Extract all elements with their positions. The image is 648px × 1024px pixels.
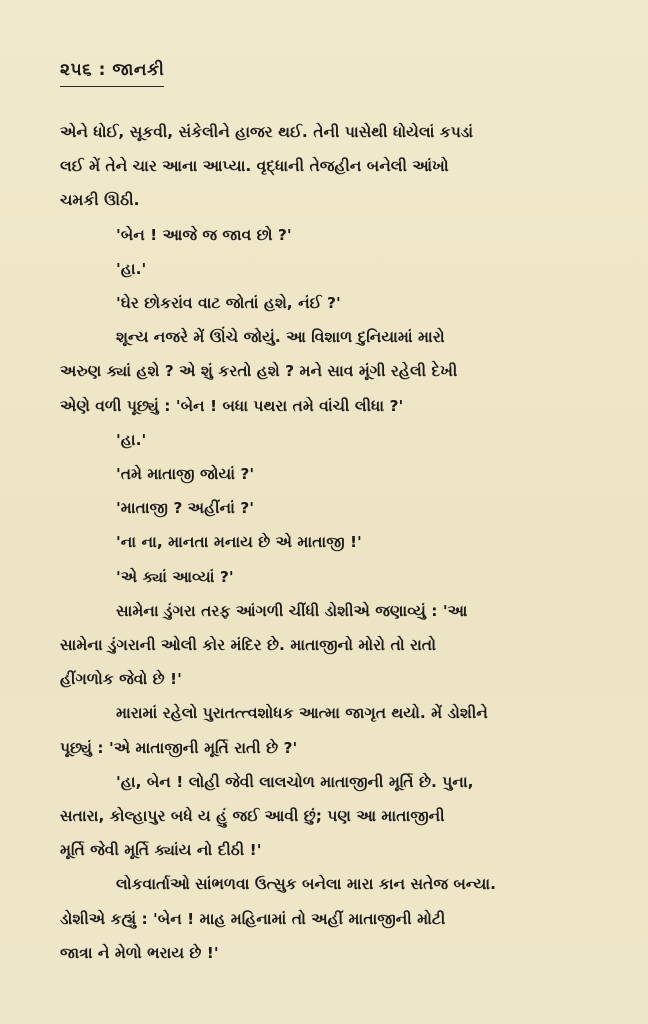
text-line: એને ધોઈ, સૂકવી, સંકેલીને હાજર થઈ. તેની પાસેથી ધોયેલાં કપડાં (60, 123, 474, 141)
dialogue-line: 'હા.' (116, 430, 147, 449)
dialogue-line: 'હા, બેન ! લોહી જેવી લાલચોળ માતાજીની મૂર્તિ છે. પુના, (116, 772, 474, 791)
text-line: લોકવાર્તાઓ સાંભળવા ઉત્સુક બનેલા મારા કાન સતેજ બન્યા. (116, 875, 496, 894)
text-line: મારામાં રહેલો પુરાતત્ત્વશોધક આત્મા જાગૃત થયો. મેં ડોશીને (116, 704, 488, 723)
dialogue-line: 'હા.' (116, 259, 147, 278)
text-line: ડોશીએ કહ્યું : 'બેન ! માહ મહિનામાં તો અહીં માતાજીની મોટી (60, 909, 446, 928)
text-line: હીંગળોક જેવો છે !' (60, 670, 182, 689)
running-head (60, 60, 164, 87)
book-title: જાનકી (112, 60, 165, 80)
dialogue-line: 'એ ક્યાં આવ્યાં ?' (116, 567, 234, 586)
dialogue-line: 'માતાજી ? અહીંનાં ?' (116, 499, 255, 518)
dialogue-line: 'બેન ! આજે જ જાવ છો ?' (116, 225, 292, 244)
text-line: સામેના ડુંગરાની ઓલી કોર મંદિર છે. માતાજીનો મોરો તો રાતો (60, 636, 436, 655)
dialogue-line: 'ના ના, માનતા મનાય છે એ માતાજી !' (116, 533, 362, 552)
dialogue-line: 'તમે માતાજી જોયાં ?' (116, 465, 255, 484)
text-line: શૂન્ય નજરે મેં ઊંચે જોયું. આ વિશાળ દુનિયામાં મારો (116, 328, 445, 347)
dialogue-line: 'ઘેર છોકરાંવ વાટ જોતાં હશે, નંઈ ?' (116, 294, 341, 313)
header-separator: : (98, 60, 106, 80)
text-line: મૂર્તિ જેવી મૂર્તિ ક્યાંય નો દીઠી !' (60, 841, 262, 860)
text-line: સતારા, કોલ્હાપુર બધે ય હું જઈ આવી છું; પણ આ માતાજીની (60, 807, 445, 826)
text-line: ચમકી ઊઠી. (60, 191, 140, 210)
text-line: એણે વળી પૂછ્યું : 'બેન ! બધા પથરા તમે વાંચી લીધા ?' (60, 396, 404, 415)
page-body (60, 115, 590, 970)
text-line: લઈ મેં તેને ચાર આના આપ્યા. વૃદ્ધાની તેજહીન બનેલી આંખો (60, 157, 449, 176)
text-line: અરુણ ક્યાં હશે ? એ શું કરતો હશે ? મને સાવ મૂંગી રહેલી દેખી (60, 362, 458, 381)
page-number: ૨૫૬ (60, 60, 93, 80)
text-line: પૂછ્યું : 'એ માતાજીની મૂર્તિ રાતી છે ?' (60, 738, 298, 757)
text-line: સામેના ડુંગરા તરફ આંગળી ચીંધી ડોશીએ જણાવ્યું : 'આ (116, 601, 468, 620)
text-line: જાત્રા ને મેળો ભરાય છે !' (60, 943, 219, 962)
